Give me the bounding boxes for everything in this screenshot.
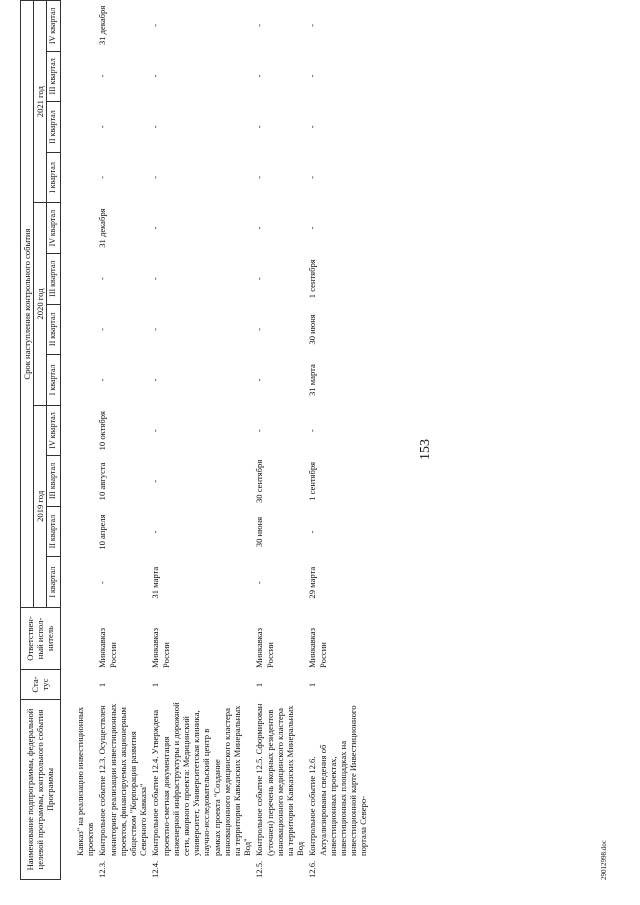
quarter-date: [253, 557, 306, 608]
header-quarter: III квартал: [47, 456, 60, 507]
deadline-date: -: [254, 429, 265, 433]
quarter-date: [74, 152, 96, 203]
deadline-date: -: [254, 327, 265, 331]
header-quarter: II квартал: [47, 506, 60, 557]
quarter-date: [306, 304, 369, 355]
quarter-date: [306, 557, 369, 608]
deadline-date: -: [307, 125, 318, 129]
table-row: [74, 0, 96, 880]
event-name: Контрольное событие 12.3. Осуществлен мониторинг реализации инвестиционных проектов, финансируемых акционерным обществом "Корпорация развития Северного Кавказа": [97, 703, 149, 856]
quarter-date: [149, 51, 253, 102]
quarter-date: [149, 101, 253, 152]
deadline-date: 31 декабря: [97, 208, 108, 248]
quarter-date: [306, 405, 369, 456]
quarter-date: [149, 507, 253, 558]
deadline-date: -: [150, 378, 161, 382]
header-year-2019: 2019 год: [34, 405, 47, 607]
deadline-date: -: [150, 125, 161, 129]
deadline-date: -: [97, 175, 108, 179]
page-number: 153: [418, 439, 433, 460]
quarter-date: [96, 203, 149, 254]
row-number: 12.6.: [307, 860, 318, 878]
quarter-date: [96, 51, 149, 102]
quarter-date: [306, 51, 369, 102]
document-code: 29012998.doc: [600, 840, 608, 880]
rotated-page: [20, 0, 620, 880]
table-row: [149, 0, 253, 880]
header-quarter: II квартал: [47, 304, 60, 355]
deadline-date: 31 марта: [307, 364, 318, 396]
quarter-date: [74, 0, 96, 51]
quarter-date: [253, 304, 306, 355]
table-row: [306, 0, 369, 880]
quarter-date: [96, 101, 149, 152]
quarter-date: [149, 557, 253, 608]
event-name: Контрольное событие 12.5. Сформирован (уточнен) перечень якорных резидентов инновационного медицинского кластера на территории Кавказских Минеральных Вод: [254, 703, 306, 856]
quarter-date: [253, 152, 306, 203]
quarter-date: [306, 253, 369, 304]
header-quarter: III квартал: [47, 253, 60, 304]
quarter-date: [96, 507, 149, 558]
header-quarter: IV квартал: [47, 203, 60, 254]
deadline-date: -: [97, 277, 108, 281]
quarter-date: [96, 0, 149, 51]
header-quarter: II квартал: [47, 102, 60, 153]
header-responsible-column: Ответствен-ный испол-нитель: [21, 607, 61, 669]
row-number: 12.3.: [97, 860, 108, 878]
deadline-date: 30 июня: [254, 516, 265, 548]
quarter-date: [74, 456, 96, 507]
header-quarter: I квартал: [47, 355, 60, 406]
deadline-date: -: [307, 530, 318, 534]
deadline-date: 29 марта: [307, 566, 318, 599]
quarter-date: [306, 203, 369, 254]
deadline-date: -: [97, 581, 108, 585]
quarter-date: [74, 203, 96, 254]
quarter-date: [253, 456, 306, 507]
deadline-date: 10 апреля: [97, 514, 108, 550]
event-status: 1: [97, 682, 108, 688]
quarter-date: [149, 152, 253, 203]
quarter-date: [74, 51, 96, 102]
header-term-title: Срок наступления контрольного события: [21, 1, 34, 608]
quarter-date: [253, 203, 306, 254]
deadline-date: -: [150, 479, 161, 483]
header-quarter: III квартал: [47, 51, 60, 102]
deadline-date: -: [150, 74, 161, 78]
deadline-date: -: [150, 429, 161, 433]
deadline-date: 31 декабря: [97, 5, 108, 46]
deadline-date: -: [97, 125, 108, 129]
deadline-date: 1 сентября: [307, 259, 318, 299]
deadline-date: -: [254, 277, 265, 281]
quarter-date: [96, 405, 149, 456]
quarter-date: [149, 253, 253, 304]
quarter-date: [149, 304, 253, 355]
event-status: 1: [254, 682, 265, 688]
quarter-date: [306, 152, 369, 203]
quarter-date: [74, 253, 96, 304]
quarter-date: [253, 355, 306, 406]
deadline-date: -: [97, 327, 108, 331]
quarter-date: [96, 304, 149, 355]
event-status: 1: [150, 682, 161, 688]
quarter-date: [96, 355, 149, 406]
deadline-date: -: [254, 581, 265, 585]
deadline-date: -: [254, 23, 265, 27]
deadline-date: -: [150, 175, 161, 179]
header-status-column: Ста-тус: [21, 669, 61, 699]
deadline-date: 31 марта: [150, 566, 161, 599]
row-number: 12.4.: [150, 860, 161, 878]
quarter-date: [149, 203, 253, 254]
table-row: [96, 0, 149, 880]
quarter-date: [253, 51, 306, 102]
deadline-date: -: [254, 175, 265, 179]
deadline-date: -: [307, 429, 318, 433]
header-year-2021: 2021 год: [34, 1, 47, 203]
deadline-date: 1 сентября: [307, 461, 318, 501]
quarter-date: [74, 304, 96, 355]
quarter-date: [74, 557, 96, 608]
deadline-date: -: [307, 74, 318, 78]
deadline-date: -: [254, 378, 265, 382]
header-quarter: IV квартал: [47, 1, 60, 52]
quarter-date: [253, 0, 306, 51]
row-number: [74, 858, 96, 880]
header-quarter: I квартал: [47, 557, 60, 608]
header-quarter: I квартал: [47, 152, 60, 203]
event-name: Контрольное событие 12.6. Актуализированы сведения об инвестиционных проектах, инвестиционных площадках на инвестиционной карте Инвестиционного портала Северо-: [307, 705, 369, 856]
quarter-date: [306, 507, 369, 558]
header-name-column: Наименование подпрограммы, федеральной целевой программы, контрольного события Программы: [21, 699, 61, 879]
event-status: [74, 670, 96, 700]
quarter-date: [253, 507, 306, 558]
deadline-date: 10 октября: [97, 411, 108, 451]
responsible-executor: Минкавказ России: [254, 627, 275, 668]
quarter-date: [306, 456, 369, 507]
deadline-date: -: [254, 226, 265, 230]
deadline-date: 30 июня: [307, 314, 318, 345]
deadline-date: -: [97, 74, 108, 78]
quarter-date: [74, 507, 96, 558]
deadline-date: -: [254, 125, 265, 129]
deadline-date: -: [150, 23, 161, 27]
deadline-date: -: [307, 226, 318, 230]
deadline-date: -: [150, 277, 161, 281]
quarter-date: [253, 405, 306, 456]
quarter-date: [149, 456, 253, 507]
responsible-executor: Минкавказ России: [97, 627, 118, 668]
header-quarter: IV квартал: [47, 405, 60, 456]
row-number: 12.5.: [254, 860, 265, 878]
event-status: 1: [307, 682, 318, 688]
deadline-date: -: [307, 23, 318, 27]
deadline-date: -: [254, 74, 265, 78]
quarter-date: [96, 152, 149, 203]
table-row: [253, 0, 306, 880]
quarter-date: [96, 253, 149, 304]
deadline-date: -: [150, 327, 161, 331]
table-body: [74, 0, 370, 880]
responsible-executor: Минкавказ России: [150, 627, 171, 668]
quarter-date: [74, 101, 96, 152]
deadline-date: 30 сентября: [254, 459, 265, 504]
deadline-date: -: [150, 226, 161, 230]
deadline-date: -: [307, 175, 318, 179]
event-name: Кавказ" на реализацию инвестиционных проектов: [75, 706, 96, 856]
quarter-date: [253, 101, 306, 152]
quarter-date: [306, 0, 369, 51]
quarter-date: [149, 355, 253, 406]
quarter-date: [149, 0, 253, 51]
deadline-date: -: [97, 378, 108, 382]
table-header: [20, 0, 61, 880]
quarter-date: [306, 355, 369, 406]
deadline-date: 10 августа: [97, 462, 108, 501]
responsible-executor: [74, 608, 96, 670]
quarter-date: [253, 253, 306, 304]
event-name: Контрольное событие 12.4. Утверждена проектно-сметная документация инженерной инфраструктуры и дорожной сети, якорного проекта: Медицинский университет, Университетская клиника, научно-исследовательский центр в рамках проекта "Создание инновационного медицинского кластера на территории Кавказских Минеральных Вод": [150, 702, 253, 856]
deadline-date: -: [150, 530, 161, 534]
quarter-date: [149, 405, 253, 456]
quarter-date: [96, 557, 149, 608]
quarter-date: [96, 456, 149, 507]
quarter-date: [74, 355, 96, 406]
quarter-date: [306, 101, 369, 152]
quarter-date: [74, 405, 96, 456]
header-year-2020: 2020 год: [34, 203, 47, 405]
responsible-executor: Минкавказ России: [307, 627, 328, 668]
